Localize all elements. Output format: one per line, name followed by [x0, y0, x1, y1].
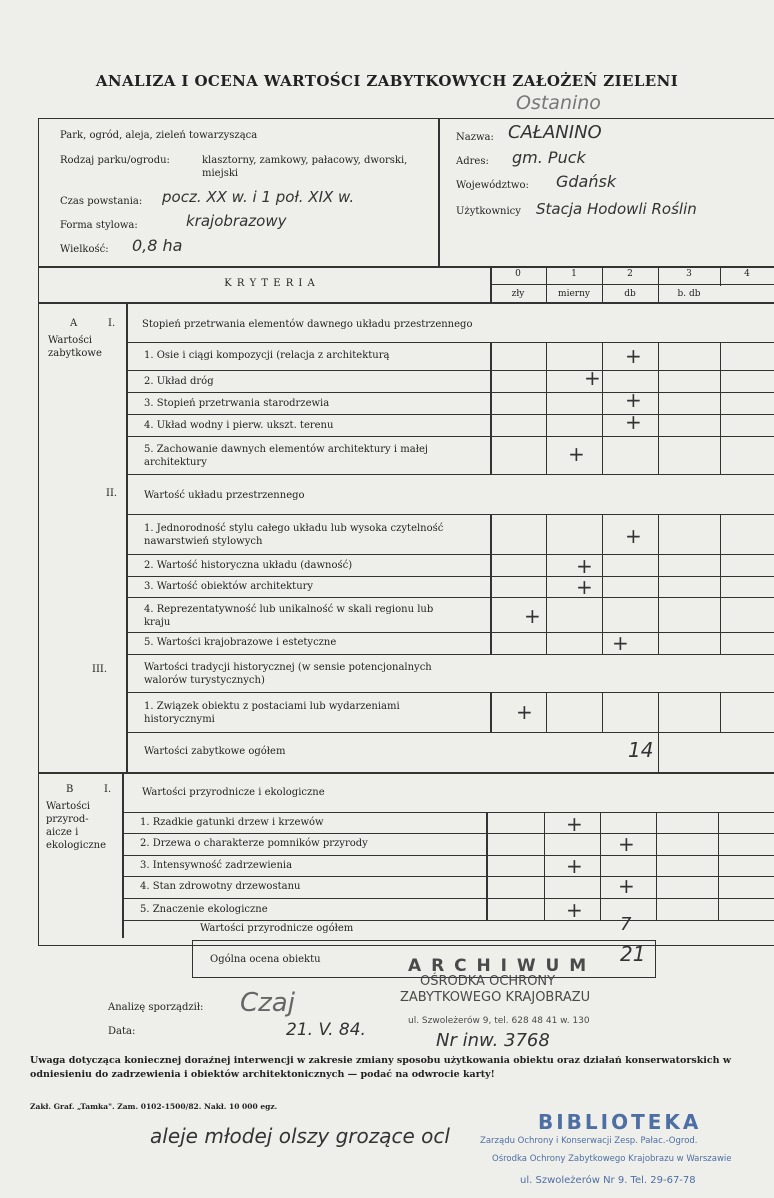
section-a-roman: I.	[108, 318, 116, 329]
a1-item-5: 5. Zachowanie dawnych elementów architektury i małej architektury	[144, 444, 428, 468]
section-a-letter: A	[70, 318, 78, 329]
a2-title: Wartość układu przestrzennego	[144, 490, 305, 501]
archive-stamp-line4: ul. Szwoleżerów 9, tel. 628 48 41 w. 130	[408, 1016, 590, 1026]
time-label: Czas powstania:	[60, 196, 143, 207]
mark-a3-1: +	[516, 700, 533, 724]
mark-a1-1: +	[625, 344, 642, 368]
criteria-header: K R Y T E R I A	[224, 278, 316, 289]
mark-a1-4: +	[625, 410, 642, 434]
scale-0-label: zły	[511, 289, 525, 299]
b1-title: Wartości przyrodnicze i ekologiczne	[142, 787, 325, 798]
print-info: Zakł. Graf. „Tamka". Zam. 0102-1500/82. Nakł. 10 000 egz.	[30, 1102, 278, 1111]
a2-item-4: 4. Reprezentatywność lub unikalność w skali regionu lub kraju	[144, 604, 434, 628]
scale-2-num: 2	[627, 269, 633, 279]
mark-b1-1: +	[566, 812, 583, 836]
archive-stamp-line1: A R C H I W U M	[408, 956, 589, 976]
mark-a2-2: +	[576, 554, 593, 578]
users-value: Stacja Hodowli Roślin	[536, 200, 697, 218]
mark-a1-2: +	[584, 366, 601, 390]
scale-3-num: 3	[686, 269, 692, 279]
date-value: 21. V. 84.	[286, 1020, 366, 1040]
kind-options-2: miejski	[202, 168, 239, 179]
a1-item-1: 1. Osie i ciągi kompozycji (relacja z architekturą	[144, 350, 390, 361]
archive-inventory-number: Nr inw. 3768	[436, 1030, 550, 1051]
voivodeship-label: Województwo:	[456, 180, 529, 191]
voivodeship-value: Gdańsk	[556, 172, 617, 191]
section-a-label: Wartości zabytkowe	[48, 335, 102, 359]
scale-0-num: 0	[515, 269, 521, 279]
time-value: pocz. XX w. i 1 poł. XIX w.	[162, 188, 355, 206]
document-title: ANALIZA I OCENA WARTOŚCI ZABYTKOWYCH ZAŁOŻEŃ ZIELENI	[95, 72, 679, 90]
users-label: Użytkownicy	[456, 206, 521, 217]
style-value: krajobrazowy	[186, 212, 287, 230]
mark-a2-1: +	[625, 524, 642, 548]
overall-label: Ogólna ocena obiektu	[210, 954, 321, 965]
mark-b1-3: +	[566, 854, 583, 878]
size-value: 0,8 ha	[132, 236, 183, 255]
a1-item-3: 3. Stopień przetrwania starodrzewia	[144, 398, 330, 409]
mark-a1-3: +	[625, 388, 642, 412]
kind-label: Rodzaj parku/ogrodu:	[60, 155, 170, 166]
section-b-letter: B	[66, 784, 74, 795]
a3-item-1: 1. Związek obiektu z postaciami lub wydarzeniami historycznymi	[144, 701, 400, 725]
library-stamp-line1: BIBLIOTEKA	[538, 1110, 702, 1134]
a-total-label: Wartości zabytkowe ogółem	[144, 746, 286, 757]
scale-1-num: 1	[571, 269, 577, 279]
a2-item-1: 1. Jednorodność stylu całego układu lub wysoka czytelność nawarstwień stylowych	[144, 523, 444, 547]
analysis-signature: Czaj	[240, 988, 295, 1018]
section-a2-roman: II.	[106, 488, 118, 499]
b1-item-4: 4. Stan zdrowotny drzewostanu	[140, 881, 301, 892]
analysis-label: Analizę sporządził:	[108, 1002, 204, 1013]
b-total-label: Wartości przyrodnicze ogółem	[200, 923, 354, 934]
kind-options: klasztorny, zamkowy, pałacowy, dworski,	[202, 155, 408, 166]
b-total-value: 7	[620, 914, 632, 935]
a1-item-4: 4. Układ wodny i pierw. ukszt. terenu	[144, 420, 334, 431]
a3-title: Wartości tradycji historycznej (w sensie potencjonalnych walorów turystycznych)	[144, 662, 432, 686]
a1-title: Stopień przetrwania elementów dawnego układu przestrzennego	[142, 319, 473, 330]
mark-b1-2: +	[618, 832, 635, 856]
intervention-note: Uwaga dotycząca koniecznej doraźnej interwencji w zakresie zmiany sposobu użytkowania obiektu oraz działań konserwatorskich w odniesieniu do zadrzewienia i obiektów architektonicznych — podać na odwrocie karty!	[30, 1055, 732, 1080]
section-b-roman: I.	[104, 784, 112, 795]
b1-item-1: 1. Rzadkie gatunki drzew i krzewów	[140, 817, 324, 828]
mark-a2-5: +	[612, 631, 629, 655]
address-value: gm. Puck	[512, 148, 586, 167]
b1-item-2: 2. Drzewa o charakterze pomników przyrody	[140, 838, 368, 849]
library-stamp-line4: ul. Szwoleżerów Nr 9. Tel. 29-67-78	[520, 1175, 696, 1186]
b1-item-3: 3. Intensywność zadrzewienia	[140, 860, 293, 871]
a-total-value: 14	[628, 738, 654, 762]
scale-4-num: 4	[744, 269, 750, 279]
mark-b1-4: +	[618, 874, 635, 898]
mark-b1-5: +	[566, 898, 583, 922]
mark-a1-5: +	[568, 442, 585, 466]
a1-item-2: 2. Układ dróg	[144, 376, 214, 387]
b1-item-5: 5. Znaczenie ekologiczne	[140, 904, 268, 915]
archive-stamp-line2: OŚRODKA OCHRONY	[420, 974, 556, 989]
handwritten-header-name: Ostanino	[516, 92, 601, 114]
a2-item-3: 3. Wartość obiektów architektury	[144, 581, 314, 592]
style-label: Forma stylowa:	[60, 220, 138, 231]
section-b-label: Wartości przyrod- aicze i ekologiczne	[46, 801, 107, 851]
name-label: Nazwa:	[456, 132, 494, 143]
name-value: CAŁANINO	[508, 122, 602, 143]
section-a3-roman: III.	[92, 664, 108, 675]
library-stamp-line3: Ośrodka Ochrony Zabytkowego Krajobrazu w Warszawie	[492, 1154, 732, 1164]
park-type-label: Park, ogród, aleja, zieleń towarzysząca	[60, 130, 258, 141]
a2-item-5: 5. Wartości krajobrazowe i estetyczne	[144, 637, 337, 648]
scale-3-label: b. db	[677, 289, 701, 299]
mark-a2-4: +	[524, 604, 541, 628]
footer-handwritten-note: aleje młodej olszy grozące ocl	[150, 1124, 450, 1148]
scale-2-label: db	[624, 289, 636, 299]
address-label: Adres:	[456, 156, 489, 167]
a2-item-2: 2. Wartość historyczna układu (dawność)	[144, 560, 353, 571]
archive-stamp-line3: ZABYTKOWEGO KRAJOBRAZU	[400, 990, 591, 1005]
overall-value: 21	[620, 942, 646, 966]
date-label: Data:	[108, 1026, 136, 1037]
mark-a2-3: +	[576, 575, 593, 599]
scale-1-label: mierny	[558, 289, 590, 299]
size-label: Wielkość:	[60, 244, 109, 255]
library-stamp-line2: Zarządu Ochrony i Konserwacji Zesp. Pałac.-Ogrod.	[480, 1136, 698, 1146]
